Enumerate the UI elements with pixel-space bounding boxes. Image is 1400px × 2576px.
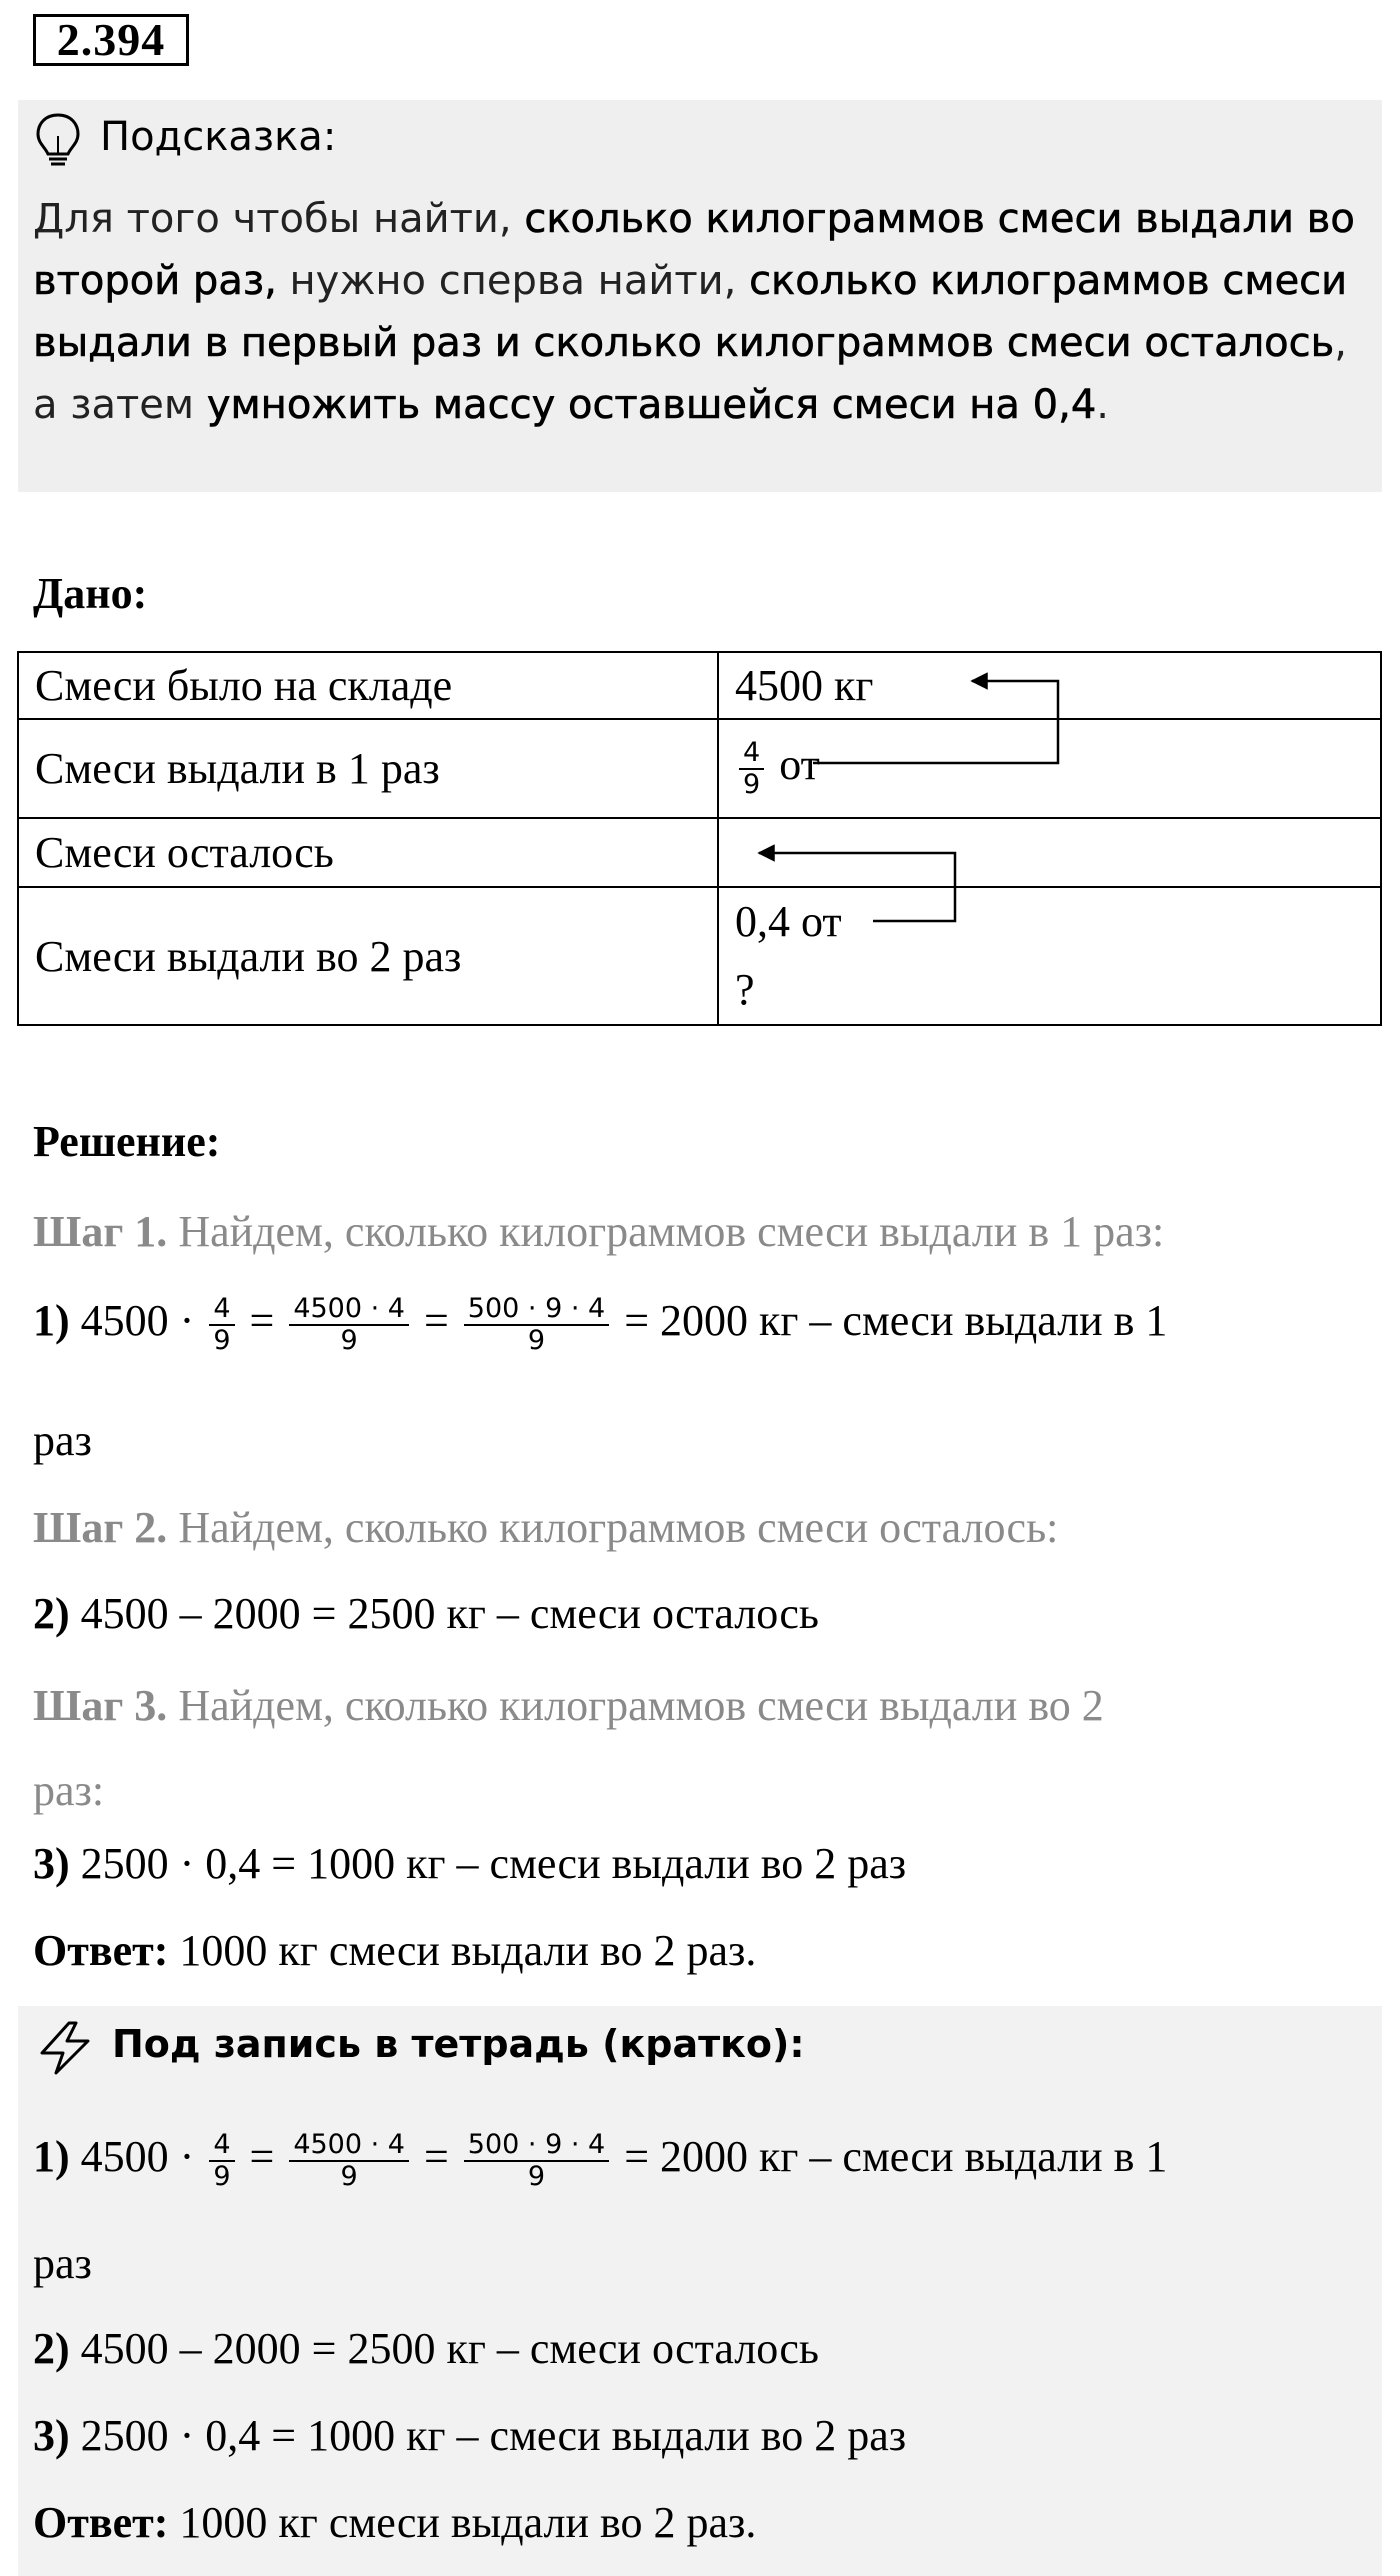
hint-part-bold: умножить массу оставшейся смеси на 0,4 (206, 382, 1097, 428)
hint-part: нужно сперва найти, (276, 258, 750, 304)
equation-number: 3) (33, 1839, 70, 1888)
notebook-equation-2 (33, 2323, 819, 2374)
fraction-numerator: 4500 · 4 (289, 2130, 409, 2162)
hint-part: , а затем (33, 320, 1347, 428)
fraction-denominator: 9 (527, 2161, 546, 2192)
equation-part: = (412, 2132, 460, 2182)
step-3-cont: раз: (33, 1766, 105, 1815)
fraction-numerator: 4 (209, 1294, 234, 1326)
equation-number: 1) (33, 1296, 70, 1346)
equation-number: 2) (33, 1589, 70, 1638)
step-label: Шаг 2. (33, 1503, 168, 1552)
fraction (464, 1294, 609, 1356)
step-label: Шаг 3. (33, 1681, 168, 1730)
fraction-denominator: 9 (340, 1325, 358, 1356)
equation-text: 2500 · 0,4 = 1000 кг – смеси выдали во 2 раз (69, 2411, 907, 2460)
equation-3 (33, 1838, 906, 1889)
answer-label: Ответ: (33, 2498, 169, 2547)
fraction-denominator: 9 (213, 2161, 231, 2192)
equation-part: = 2000 кг – смеси выдали в 1 (613, 1296, 1168, 1346)
row-label: Смеси осталось (18, 818, 718, 887)
fraction (209, 2130, 234, 2192)
fraction-denominator: 9 (527, 1325, 546, 1356)
row-value-text: от (779, 739, 820, 789)
equation-part: = 2000 кг – смеси выдали в 1 (613, 2132, 1168, 2182)
equation-text: 2500 · 0,4 = 1000 кг – смеси выдали во 2 раз (69, 1839, 907, 1888)
fraction-numerator: 4 (209, 2130, 234, 2162)
row-value-text: 0,4 от (735, 897, 842, 946)
step-text: Найдем, сколько килограммов смеси выдали во 2 (167, 1681, 1104, 1730)
row-value: 4500 кг (718, 652, 1381, 719)
fraction (289, 1294, 409, 1356)
equation-part: = (412, 1296, 460, 1346)
equation-text: 4500 – 2000 = 2500 кг – смеси осталось (69, 2324, 819, 2373)
hint-title: Подсказка: (100, 114, 337, 160)
arrow-1 (813, 681, 1058, 763)
fraction-denominator: 9 (743, 768, 761, 800)
equation-part: 4500 · (69, 1296, 206, 1346)
equation-number: 3) (33, 2411, 70, 2460)
fraction (289, 2130, 409, 2192)
equation-part: = (238, 2132, 286, 2182)
notebook-panel (18, 2006, 1382, 2576)
equation-1 (33, 1294, 1167, 1356)
equation-number: 1) (33, 2132, 70, 2182)
step-text: Найдем, сколько килограммов смеси выдали в 1 раз: (167, 1207, 1165, 1256)
row-value-unknown: ? (735, 965, 755, 1014)
step-1 (33, 1206, 1164, 1257)
row-label: Смеси было на складе (18, 652, 718, 719)
arrow-2 (759, 853, 955, 921)
fraction-numerator: 500 · 9 · 4 (464, 1294, 609, 1326)
equation-number: 2) (33, 2324, 70, 2373)
step-text: Найдем, сколько килограммов смеси осталось: (167, 1503, 1059, 1552)
solution-label: Решение: (33, 1117, 221, 1166)
equation-2 (33, 1588, 819, 1639)
notebook-equation-1-cont: раз (33, 2239, 92, 2288)
table-arrows (0, 0, 1400, 1100)
answer-label: Ответ: (33, 1926, 169, 1975)
hint-part: . (1096, 382, 1109, 428)
equation-text: 4500 – 2000 = 2500 кг – смеси осталось (69, 1589, 819, 1638)
answer-text: 1000 кг смеси выдали во 2 раз. (168, 1926, 757, 1975)
notebook-equation-1 (33, 2130, 1167, 2192)
row-label: Смеси выдали во 2 раз (18, 887, 718, 1025)
fraction-denominator: 9 (340, 2161, 358, 2192)
equation-part: 4500 · (69, 2132, 206, 2182)
notebook-equation-3 (33, 2410, 906, 2461)
fraction-numerator: 4500 · 4 (289, 1294, 409, 1326)
row-label: Смеси выдали в 1 раз (18, 719, 718, 818)
fraction-numerator: 4 (739, 738, 764, 770)
step-label: Шаг 1. (33, 1207, 168, 1256)
fraction (464, 2130, 609, 2192)
notebook-answer (33, 2497, 756, 2548)
equation-1-cont: раз (33, 1416, 92, 1465)
fraction-numerator: 500 · 9 · 4 (464, 2130, 609, 2162)
fraction-denominator: 9 (213, 1325, 231, 1356)
fraction (209, 1294, 234, 1356)
given-label: Дано: (33, 569, 148, 618)
hint-part-bold: сколько килограммов смеси выдали во второй раз, (33, 196, 1355, 304)
lightning-icon (36, 2020, 94, 2076)
hint-part: Для того чтобы найти, (33, 196, 525, 242)
notebook-title: Под запись в тетрадь (кратко): (112, 2022, 805, 2066)
answer (33, 1925, 756, 1976)
step-2 (33, 1502, 1058, 1553)
hint-part-bold: сколько килограммов смеси выдали в первый раз и сколько килограммов смеси осталось (33, 258, 1348, 366)
answer-text: 1000 кг смеси выдали во 2 раз. (168, 2498, 757, 2547)
problem-number: 2.394 (33, 14, 189, 66)
step-3 (33, 1680, 1104, 1731)
equation-part: = (238, 1296, 286, 1346)
